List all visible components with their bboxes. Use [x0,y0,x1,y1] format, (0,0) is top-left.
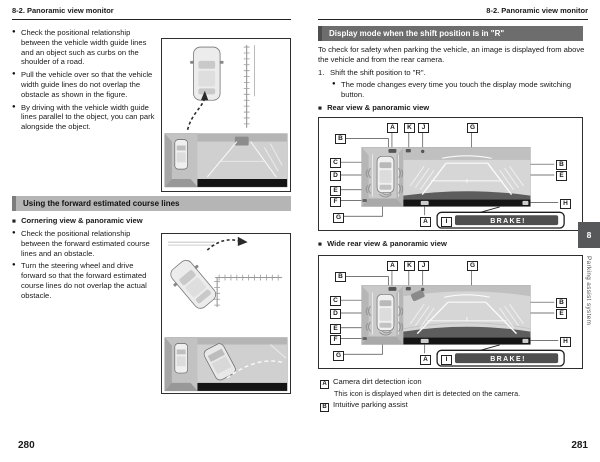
cornering-bullet-list [12,229,158,304]
callout-label: B [335,272,346,282]
section-bar-forward-course-lines [12,196,291,211]
bullet-dot-icon: ● [12,262,16,269]
step-text: Shift the shift position to "R". [330,68,426,77]
page-number-left: 280 [18,440,35,451]
bullet-dot-icon: ● [332,81,336,87]
subsection-title: Rear view & panoramic view [327,103,430,112]
square-marker-icon: ■ [318,105,322,112]
chapter-tab [578,222,600,248]
callout-label: H [560,199,571,209]
list-item [12,70,158,99]
callout-label: G [333,351,344,361]
legend-label: Camera dirt detection icon [333,377,422,386]
callout-label: B [556,298,567,308]
callout-label: A [387,261,398,271]
vehicle-width-bullet-list [12,28,158,135]
bullet-text: Check the positional relationship between the vehicle width guide lines and an object such as curbs on the shoulder of a road. [21,28,147,67]
overhead-car [190,47,223,100]
callout-label: B [335,134,346,144]
section-bar-display-mode [318,26,583,41]
display-mode-intro: To check for safety when parking the vehicle, an image is displayed from above the vehicle and from the rear camera. [318,45,585,64]
figure-pull-over [161,38,291,192]
callout-label: A [387,123,398,133]
diagram-wide-rear-view [318,255,583,369]
bullet-text: Check the positional relationship between the forward estimated course lines and an obstacle. [21,229,150,258]
brake-message: BRAKE! [490,218,526,225]
callout-label: J [418,123,429,133]
callout-label: I [441,217,452,227]
square-marker-icon: ■ [318,241,322,248]
page-right-header-rule [318,19,588,20]
page-number-right: 281 [571,440,588,451]
page-left-header-rule [12,19,291,20]
callout-label: K [404,123,415,133]
bullet-text: Pull the vehicle over so that the vehicle width guide lines do not overlap the obstacle as shown in the figure. [21,70,153,99]
wide-rear-view-screen-illustration [319,256,582,368]
list-item [12,261,158,300]
callout-label: D [330,309,341,319]
callout-label: F [330,197,341,207]
callout-label: J [418,261,429,271]
chapter-number: 8 [586,230,592,240]
screen [362,285,531,344]
legend-key-box: A [320,380,329,389]
callout-label: C [330,296,341,306]
section-title: Display mode when the shift position is in "R" [329,29,505,38]
callout-label: E [556,309,567,319]
figure-pull-over-illustration [162,39,290,191]
camera-view-strip [165,338,287,391]
subsection-cornering-view [12,216,143,225]
callout-label: A [420,355,431,365]
legend-item-intuitive-parking [320,400,408,412]
callout-label: G [467,123,478,133]
legend-key-box: B [320,403,329,412]
callout-label: K [404,261,415,271]
callout-label: B [556,160,567,170]
list-item [12,103,158,132]
legend-note: This icon is displayed when dirt is detected on the camera. [334,389,521,398]
camera-view-strip [165,134,287,187]
callout-label: E [556,171,567,181]
subsection-wide-rear-view [318,239,447,248]
step-number: 1. [318,68,325,77]
callout-label: G [467,261,478,271]
subsection-title: Wide rear view & panoramic view [327,239,447,248]
legend-item-camera-dirt [320,377,422,389]
overhead-car-angled [165,255,221,313]
diagram-rear-view [318,117,583,231]
bullet-dot-icon: ● [12,103,16,110]
callout-label: F [330,335,341,345]
subsection-rear-view [318,103,429,112]
page-right-header: 8-2. Panoramic view monitor [486,6,588,15]
figure-cornering [161,233,291,394]
callout-label: D [330,171,341,181]
course-arrow [188,99,205,130]
subsection-title: Cornering view & panoramic view [21,216,143,225]
section-title: Using the forward estimated course lines [23,199,180,208]
bullet-text: The mode changes every time you touch the display mode switching button. [341,80,572,99]
brake-message: BRAKE! [490,356,526,363]
callout-label: E [330,324,341,334]
page-left-header: 8-2. Panoramic view monitor [12,6,114,15]
callout-label: G [333,213,344,223]
legend-label: Intuitive parking assist [333,400,408,409]
callout-label: I [441,355,452,365]
step-1-bullet [332,80,584,103]
callout-label: H [560,337,571,347]
callout-label: A [420,217,431,227]
callout-label: E [330,186,341,196]
bullet-dot-icon: ● [12,29,16,35]
step-1 [318,68,586,78]
square-marker-icon: ■ [12,218,16,225]
screen [362,147,531,206]
list-item [12,28,158,67]
bullet-text: By driving with the vehicle width guide lines parallel to the object, you can park alongside the object. [21,102,155,132]
bullet-dot-icon: ● [12,230,16,236]
figure-cornering-illustration [162,234,290,393]
list-item [12,229,158,258]
bullet-text: Turn the steering wheel and drive forward so that the forward estimated course lines do not overlap the actual obstacle. [21,261,147,300]
rear-view-screen-illustration [319,118,582,230]
bullet-dot-icon: ● [12,71,16,78]
callout-label: C [330,158,341,168]
chapter-tab-label: Parking assist system [585,256,592,326]
